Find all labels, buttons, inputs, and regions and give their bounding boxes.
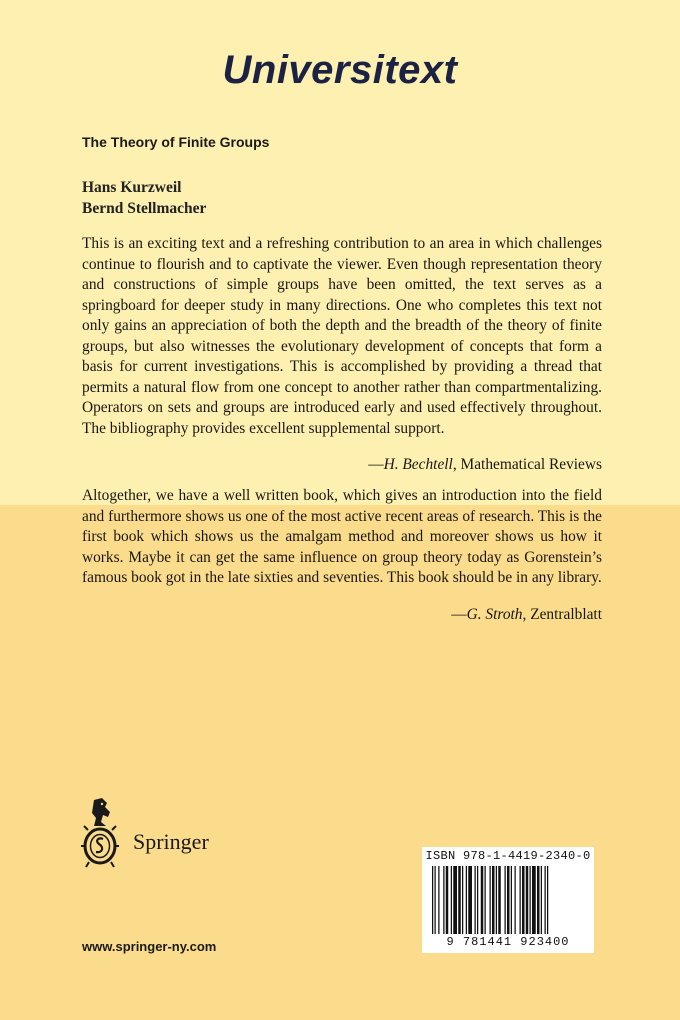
barcode-bar xyxy=(507,866,510,934)
barcode-bar xyxy=(522,866,525,934)
barcode-bar xyxy=(520,866,521,934)
barcode-bars-icon xyxy=(430,866,586,934)
attribution-dash: — xyxy=(368,456,384,473)
review-source: , Zentralblatt xyxy=(522,606,602,623)
book-title: The Theory of Finite Groups xyxy=(82,134,270,150)
barcode-bar xyxy=(526,866,529,934)
barcode-bar xyxy=(492,866,495,934)
barcode-bar xyxy=(541,866,542,934)
review-attribution xyxy=(368,456,602,474)
barcode-bar xyxy=(545,866,546,934)
author-name: Bernd Stellmacher xyxy=(82,200,207,217)
isbn-label: ISBN 978-1-4419-2340-0 xyxy=(425,849,591,863)
barcode-bar xyxy=(498,866,501,934)
reviewer-name: G. Stroth xyxy=(466,606,523,623)
publisher-name: Springer xyxy=(133,829,209,854)
review-source: , Mathematical Reviews xyxy=(452,456,602,473)
barcode-bar xyxy=(481,866,484,934)
springer-knight-logo-icon xyxy=(80,796,120,872)
barcode-bar xyxy=(462,866,463,934)
barcode-bar xyxy=(537,866,540,934)
review-attribution xyxy=(451,606,602,624)
barcode-bar xyxy=(458,866,461,934)
barcode-bar xyxy=(453,866,457,934)
barcode-bar xyxy=(435,866,436,934)
barcode-bar xyxy=(468,866,472,934)
attribution-dash: — xyxy=(451,606,467,623)
barcode-bar xyxy=(547,866,548,934)
barcode-bar xyxy=(505,866,506,934)
barcode-bar xyxy=(532,866,536,934)
ean-digits: 9 781441 923400 xyxy=(446,935,570,949)
isbn-barcode xyxy=(422,847,594,953)
publisher-website: www.springer-ny.com xyxy=(82,939,217,954)
barcode-bar xyxy=(515,866,516,934)
barcode-bar xyxy=(477,866,478,934)
author-name: Hans Kurzweil xyxy=(82,179,182,196)
barcode-bar xyxy=(511,866,512,934)
barcode-bar xyxy=(443,866,444,934)
barcode-bar xyxy=(475,866,476,934)
barcode-bar xyxy=(490,866,491,934)
barcode-bar xyxy=(485,866,486,934)
barcode-bar xyxy=(496,866,497,934)
series-title: Universitext xyxy=(222,48,458,92)
review-text: Altogether, we have a well written book, which gives an introduction into the field and furthermore shows us one of the most active recent areas of research. This is the first book which shows us the amalgam method and moreover shows us how it works. Maybe it can get the same influence on group theory today as Gorenstein’s famous book got in the late sixties and seventies. This book should be in any library. xyxy=(82,487,602,586)
author-list xyxy=(82,177,206,219)
review-text: This is an exciting text and a refreshing contribution to an area in which challenges continue to flourish and to captivate the viewer. Even though representation theory and constructions of simple groups have been omitted, the text serves as a springboard for deeper study in many directions. One who completes this text not only gains an appreciation of both the depth and the breadth of the theory of finite groups, but also witnesses the evolutionary development of concepts that form a basis for current investigations. This is accomplished by providing a thread that permits a natural flow from one concept to another rather than compartmentalizing. Operators on sets and groups are introduced early and used effectively throughout. The bibliography provides excellent supplemental support. xyxy=(82,235,602,437)
barcode-bar xyxy=(530,866,531,934)
barcode-bar xyxy=(451,866,452,934)
barcode-bar xyxy=(466,866,467,934)
barcode-bar xyxy=(432,866,433,934)
barcode-bar xyxy=(438,866,439,934)
reviewer-name: H. Bechtell xyxy=(383,456,453,473)
barcode-bar xyxy=(446,866,449,934)
